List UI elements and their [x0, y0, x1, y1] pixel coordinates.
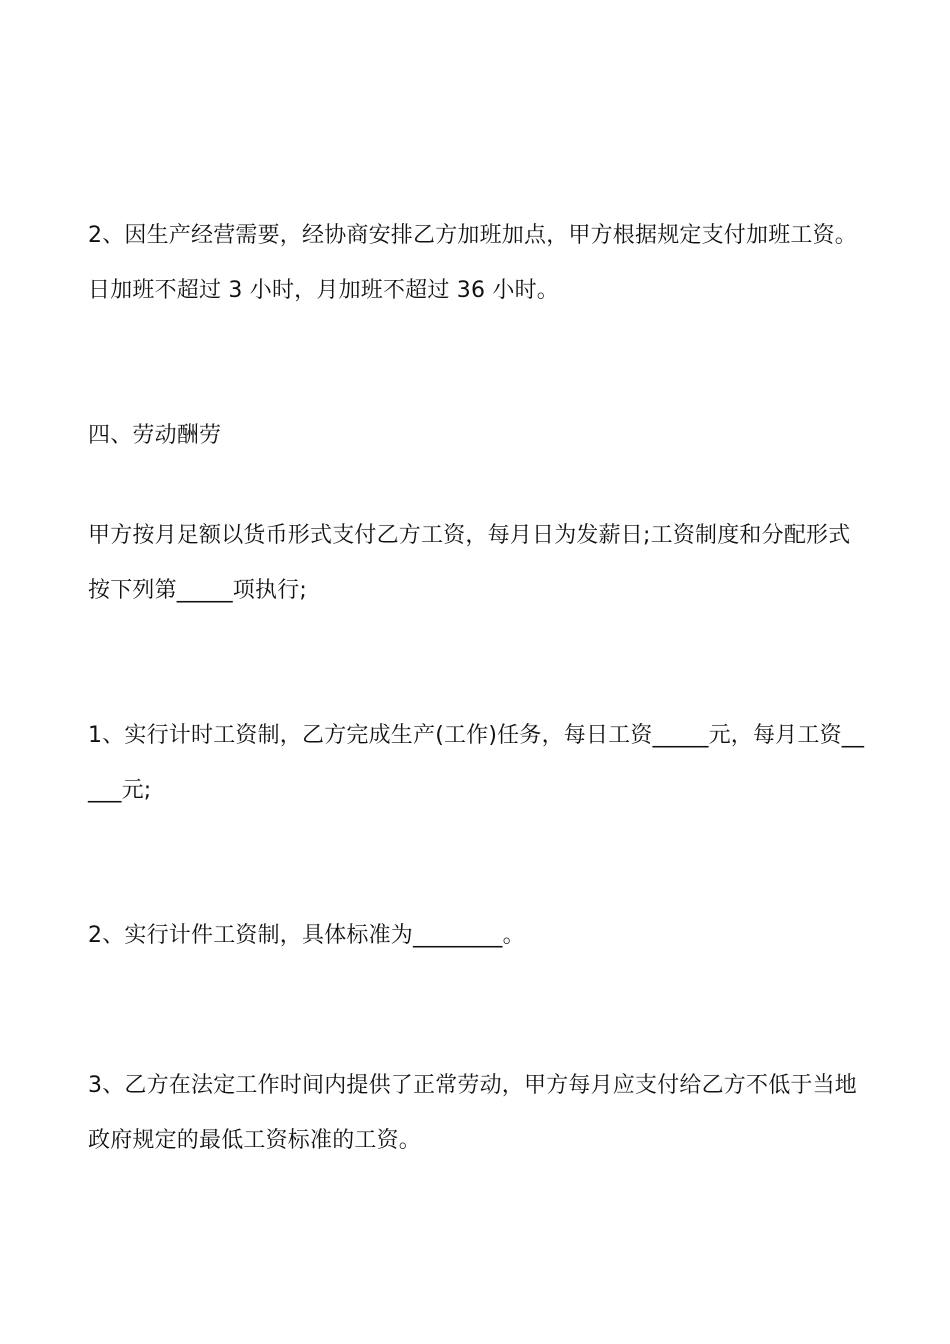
overtime-clause-paragraph: 2、因生产经营需要，经协商安排乙方加班加点，甲方根据规定支付加班工资。日加班不超过 3 小时，月加班不超过 36 小时。 — [88, 223, 857, 303]
wage-payment-paragraph: 甲方按月足额以货币形式支付乙方工资，每月日为发薪日;工资制度和分配形式按下列第_____项执行; — [88, 523, 851, 603]
minimum-wage-clause-paragraph: 3、乙方在法定工作时间内提供了正常劳动，甲方每月应支付给乙方不低于当地政府规定的最低工资标准的工资。 — [88, 1073, 857, 1153]
piece-rate-clause-paragraph: 2、实行计件工资制，具体标准为________。 — [88, 923, 525, 948]
hourly-wage-clause-paragraph: 1、实行计时工资制，乙方完成生产(工作)任务，每日工资_____元，每月工资_____元; — [88, 723, 865, 803]
section-heading-labor-remuneration: 四、劳动酬劳 — [88, 423, 222, 448]
